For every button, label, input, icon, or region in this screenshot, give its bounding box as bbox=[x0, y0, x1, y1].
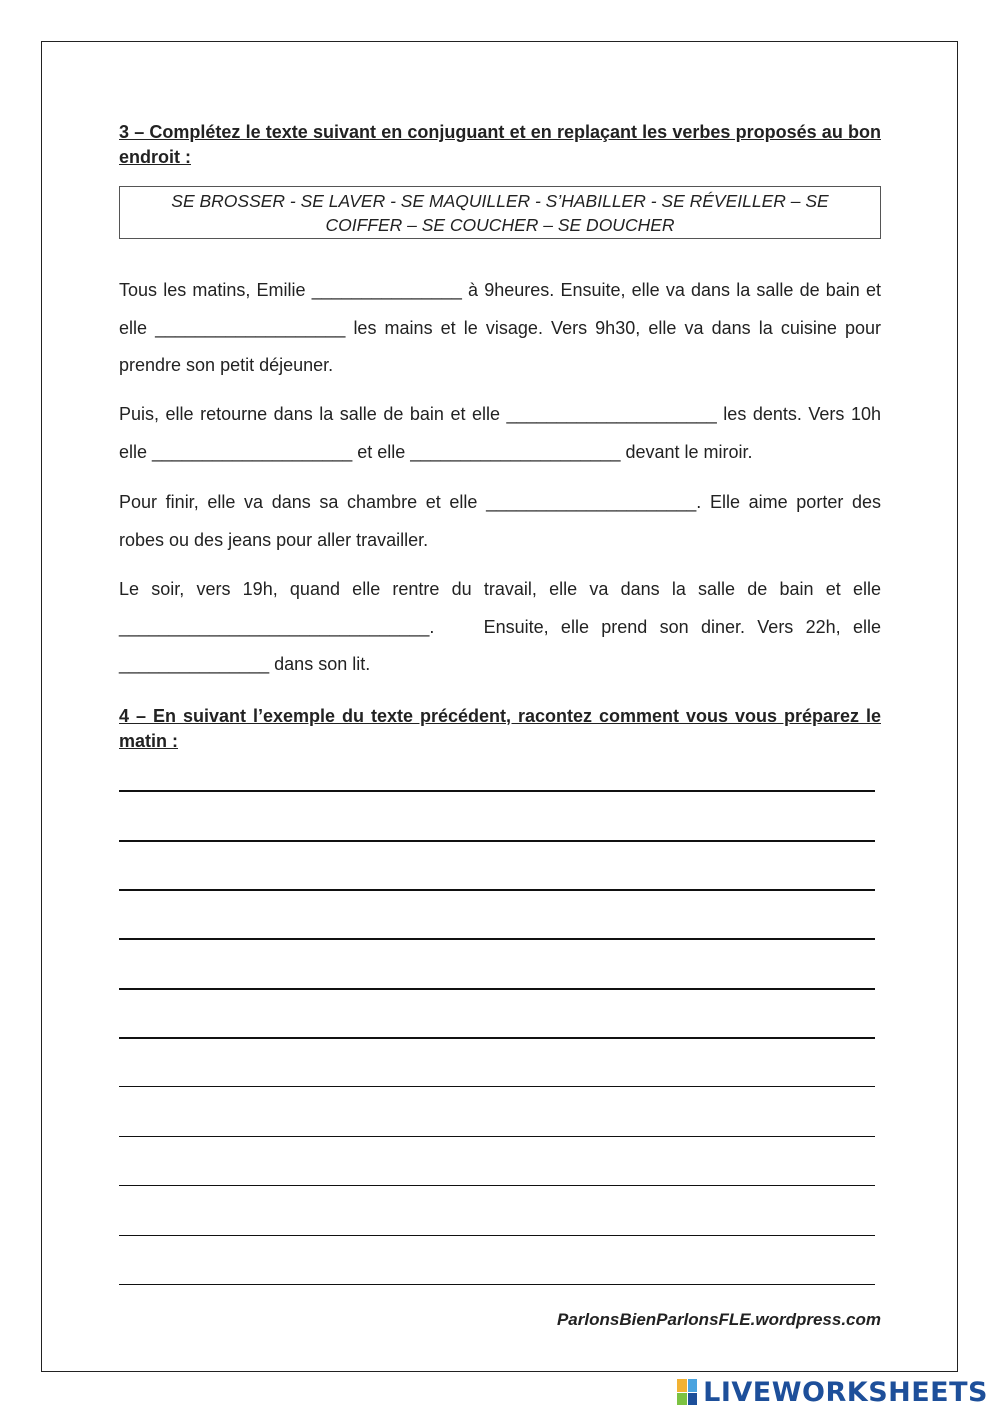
footer-credit: ParlonsBienParlonsFLE.wordpress.com bbox=[556, 1310, 881, 1329]
exercise-3-heading: 3 – Complétez le texte suivant en conjuguant et en replaçant les verbes proposés au bon endroit : bbox=[119, 122, 881, 167]
writing-line[interactable] bbox=[119, 988, 875, 990]
liveworksheets-logo bbox=[677, 1374, 988, 1410]
writing-line[interactable] bbox=[119, 1185, 875, 1186]
writing-line[interactable] bbox=[119, 889, 875, 891]
exercise-4-heading: 4 – En suivant l’exemple du texte précédent, racontez comment vous vous préparez le matin : bbox=[119, 706, 881, 751]
verb-list-line-1: SE BROSSER - SE LAVER - SE MAQUILLER - S’HABILLER - SE RÉVEILLER – SE bbox=[171, 191, 829, 211]
writing-line[interactable] bbox=[119, 1136, 875, 1137]
verb-list-line-2: COIFFER – SE COUCHER – SE DOUCHER bbox=[325, 215, 675, 235]
writing-line[interactable] bbox=[119, 1037, 875, 1039]
writing-line[interactable] bbox=[119, 1235, 875, 1236]
paragraph-teeth: Puis, elle retourne dans la salle de bain et elle _____________________ les dents. Vers 10h elle ____________________ et elle _____________________ devant le miroir. bbox=[119, 404, 887, 462]
liveworksheets-wordmark: LIVEWORKSHEETS bbox=[703, 1376, 988, 1408]
writing-line[interactable] bbox=[119, 840, 875, 842]
writing-line[interactable] bbox=[119, 1284, 875, 1285]
liveworksheets-badge-icon bbox=[677, 1379, 697, 1405]
paragraph-evening: Le soir, vers 19h, quand elle rentre du travail, elle va dans la salle de bain et elle _______________________________. Ensuite, elle prend son diner. Vers 22h, elle _______________ dans son lit. bbox=[119, 579, 887, 674]
writing-line[interactable] bbox=[119, 938, 875, 940]
paragraph-dressing: Pour finir, elle va dans sa chambre et elle _____________________. Elle aime porter des robes ou des jeans pour aller travailler. bbox=[119, 492, 887, 550]
paragraph-morning: Tous les matins, Emilie _______________ à 9heures. Ensuite, elle va dans la salle de bain et elle ___________________ les mains et le visage. Vers 9h30, elle va dans la cuisine pour prendre son petit déjeuner. bbox=[119, 280, 887, 375]
writing-line[interactable] bbox=[119, 790, 875, 792]
writing-line[interactable] bbox=[119, 1086, 875, 1087]
verb-list-box bbox=[119, 186, 881, 239]
